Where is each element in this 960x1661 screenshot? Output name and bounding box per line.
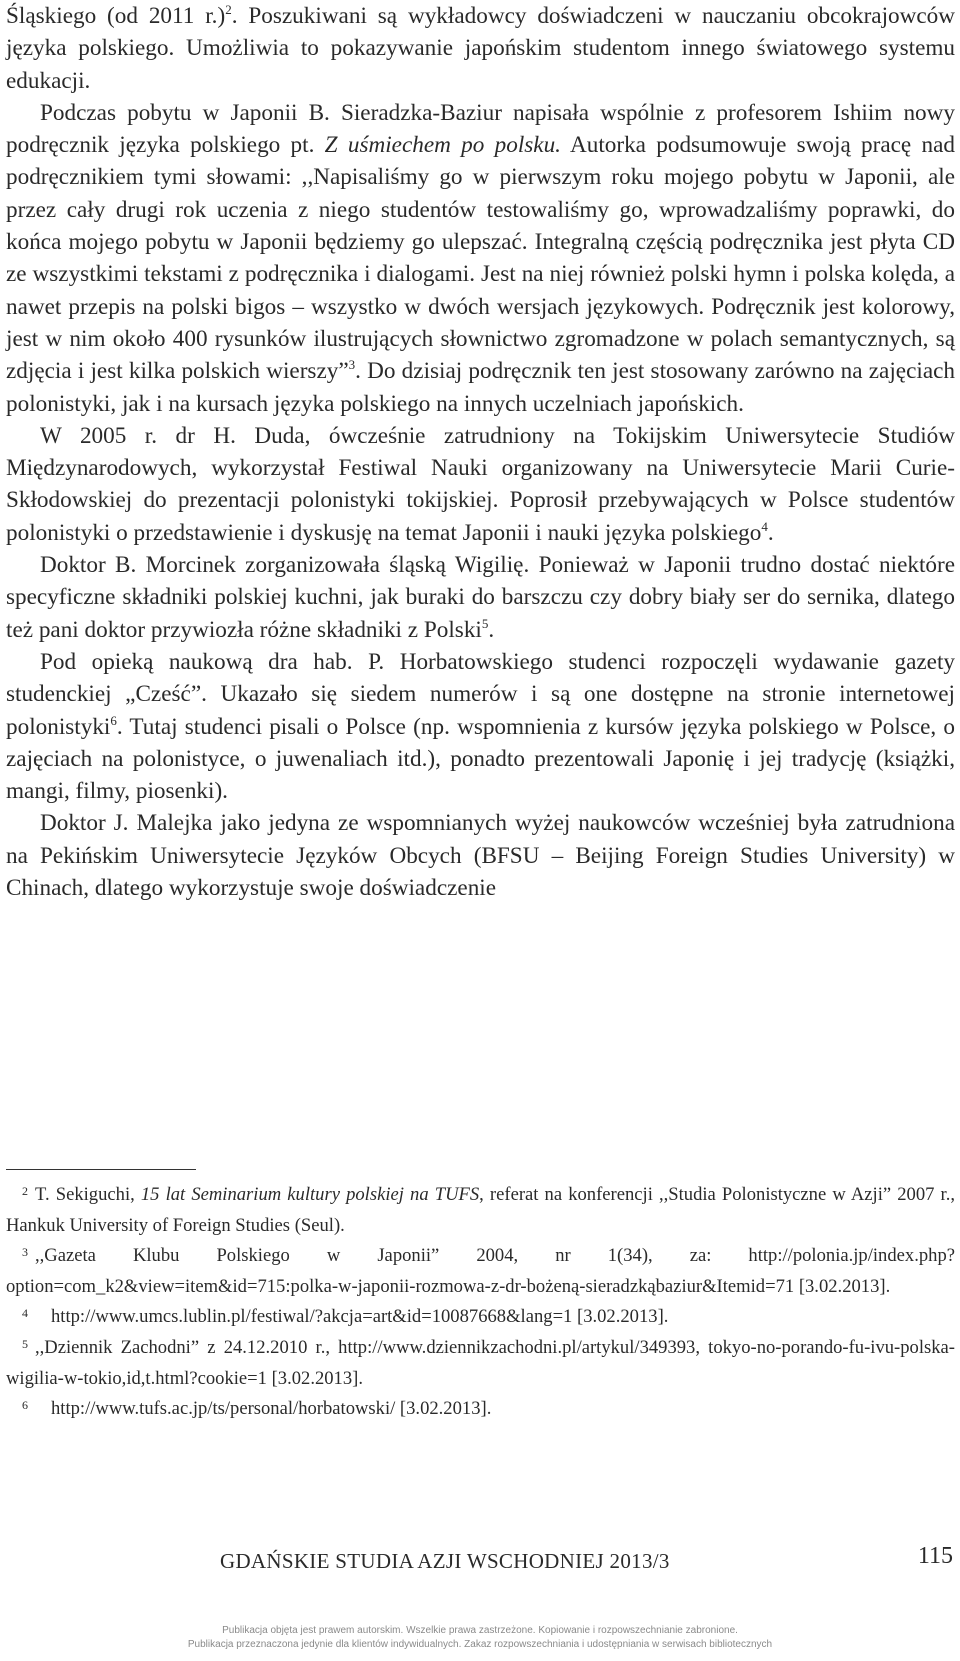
paragraph-5 <box>6 646 955 807</box>
footnotes <box>6 1180 955 1425</box>
footnote-ref-4[interactable]: 4 <box>761 518 768 534</box>
text-run: Śląskiego (od 2011 r.) <box>6 3 226 29</box>
footnote-text: http://www.umcs.lublin.pl/festiwal/?akcja=art&id=10087668&lang=1 [3.02.2013]. <box>51 1306 669 1328</box>
footnote-separator <box>6 1169 196 1170</box>
copyright-line-1: Publikacja objęta jest prawem autorskim. Wszelkie prawa zastrzeżone. Kopiowanie i rozpowszechnianie zabronione. <box>222 1625 738 1636</box>
page-footer <box>6 1543 955 1579</box>
footnote-ref-3[interactable]: 3 <box>348 357 356 373</box>
footnote-6: 6 http://www.tufs.ac.jp/ts/personal/horbatowski/ [3.02.2013]. <box>22 1398 492 1420</box>
footnote-text: ,,Dziennik Zachodni” z 24.12.2010 r., http://www.dziennikzachodni.pl/artykul/349393, tokyo-no-porando-fu-ivu-polska-wigilia-w-tokio,id,t.html?cookie=1 [3.02.2013]. <box>6 1336 955 1389</box>
paragraph-2 <box>6 97 955 420</box>
paragraph-4 <box>6 549 955 646</box>
footnote-ref-2[interactable]: 2 <box>225 2 232 17</box>
footnote-ref-5[interactable]: 5 <box>481 615 489 631</box>
text-run: . Do dzisiaj podręcznik ten jest stosowany zarówno na zajęciach polonistyki, jak i na kursach języka polskiego na innych uczelniach japońskich. <box>6 358 955 417</box>
text-run: . <box>488 616 495 643</box>
footnote-2: 2 T. Sekiguchi, 15 lat Seminarium kultury polskiej na TUFS, referat na konferencji ,,Studia Polonistyczne w Azji” 2007 r., Hankuk University of Foreign Studies (Seul). <box>6 1184 956 1236</box>
document-page <box>6 0 955 1661</box>
footnote-text: http://www.tufs.ac.jp/ts/personal/horbatowski/ [3.02.2013]. <box>51 1398 492 1420</box>
page-number: 115 <box>917 1543 953 1569</box>
footnote-text: , referat na konferencji ,,Studia Polonistyczne w Azji” 2007 r., Hankuk University of Foreign Studies (Seul). <box>6 1184 956 1236</box>
footnote-title: 15 lat Seminarium kultury polskiej na TUFS <box>140 1184 480 1205</box>
copyright-notice <box>0 1624 960 1652</box>
footnote-text: T. Sekiguchi, <box>35 1184 141 1205</box>
text-run: Doktor B. Morcinek zorganizowała śląską Wigilię. Ponieważ w Japonii trudno dostać niektóre specyficzne składniki polskiej kuchni, jak buraki do barszczu czy dobry biały ser do sernika, dlatego też pani doktor przywiozła różne składniki z Polski <box>6 552 955 643</box>
paragraph-1 <box>6 0 955 97</box>
footnote-5: 5 ,,Dziennik Zachodni” z 24.12.2010 r., http://www.dziennikzachodni.pl/artykul/349393, tokyo-no-porando-fu-ivu-polska-wigilia-w-tokio,id,t.html?cookie=1 [3.02.2013]. <box>6 1336 955 1389</box>
footnote-4: 4 http://www.umcs.lublin.pl/festiwal/?akcja=art&id=10087668&lang=1 [3.02.2013]. <box>22 1306 669 1328</box>
text-run: Autorka podsumowuje swoją pracę nad podręcznikiem tymi słowami: ,,Napisaliśmy go w pierwszym roku mojego pobytu w Japonii, ale przez cały drugi rok uczenia z niego studentów testowaliśmy go, wprowadzaliśmy poprawki, do końca mojego pobytu w Japonii będziemy go ulepszać. Integralną częścią podręcznika jest płyta CD ze wszystkimi tekstami z podręcznika i dialogami. Jest na niej również polski hymn i polska kolęda, a nawet przepis na polski bigos – wszystko w dwóch wersjach językowych. Podręcznik jest kolorowy, jest w nim około 400 rysunków ilustrujących słownictwo zgromadzone w polach semantycznych, są zdjęcia i jest kilka polskich wierszy” <box>6 132 955 385</box>
text-run: . <box>767 519 774 546</box>
text-run: Doktor J. Malejka jako jedyna ze wspomnianych wyżej naukowców wcześniej była zatrudniona na Pekińskim Uniwersytecie Języków Obcych (BFSU – Beijing Foreign Studies University) w Chinach, dlatego wykorzystuje swoje doświadczenie <box>6 810 955 902</box>
footnote-text: ,,Gazeta Klubu Polskiego w Japonii” 2004, nr 1(34), za: http://polonia.jp/index.php?option=com_k2&view=item&id=715:polka-w-japonii-rozmowa-z-dr-bożeną-sieradzkąbaziur&Itemid=71 [3.02.2013]. <box>6 1245 955 1297</box>
paragraph-6 <box>6 807 955 904</box>
text-run: . Poszukiwani są wykładowcy doświadczeni w nauczaniu obcokrajowców języka polskiego. Umożliwia to pokazywanie japońskim studentom innego światowego systemu edukacji. <box>6 3 955 94</box>
text-run: Podczas pobytu w Japonii B. Sieradzka-Baziur napisała wspólnie z profesorem Ishiim nowy podręcznik języka polskiego pt. <box>6 99 955 159</box>
paragraph-3 <box>6 420 955 549</box>
footnote-ref-6[interactable]: 6 <box>110 712 117 728</box>
body-text <box>6 0 955 904</box>
footnote-3: 3 ,,Gazeta Klubu Polskiego w Japonii” 2004, nr 1(34), za: http://polonia.jp/index.php?option=com_k2&view=item&id=715:polka-w-japonii-rozmowa-z-dr-bożeną-sieradzkąbaziur&Itemid=71 [3.02.2013]. <box>6 1245 955 1297</box>
journal-title: GDAŃSKIE STUDIA AZJI WSCHODNIEJ 2013/3 <box>220 1549 670 1573</box>
text-run: Pod opieką naukową dra hab. P. Horbatowskiego studenci rozpoczęli wydawanie gazety studenckiej „Cześć”. Ukazało się siedem numerów i są one dostępne na stronie internetowej polonistyki <box>6 648 955 740</box>
text-run: W 2005 r. dr H. Duda, ówcześnie zatrudniony na Tokijskim Uniwersytecie Studiów Międzynarodowych, wykorzystał Festiwal Nauki organizowany na Uniwersytecie Marii Curie-Skłodowskiej do prezentacji polonistyki tokijskiej. Poprosił przebywających w Polsce studentów polonistyki o przedstawienie i dyskusję na temat Japonii i nauki języka polskiego <box>6 422 955 546</box>
book-title: Z uśmiechem po polsku. <box>324 132 561 159</box>
text-run: . Tutaj studenci pisali o Polsce (np. wspomnienia z kursów języka polskiego w Polsce, o zajęciach na polonistyce, o juwenaliach itd.), ponadto prezentowali Japonię i jej tradycję (książki, mangi, filmy, piosenki). <box>6 713 955 805</box>
copyright-line-2: Publikacja przeznaczona jedynie dla klientów indywidualnych. Zakaz rozpowszechniania i udostępniania w serwisach bibliotecznych <box>187 1639 773 1650</box>
